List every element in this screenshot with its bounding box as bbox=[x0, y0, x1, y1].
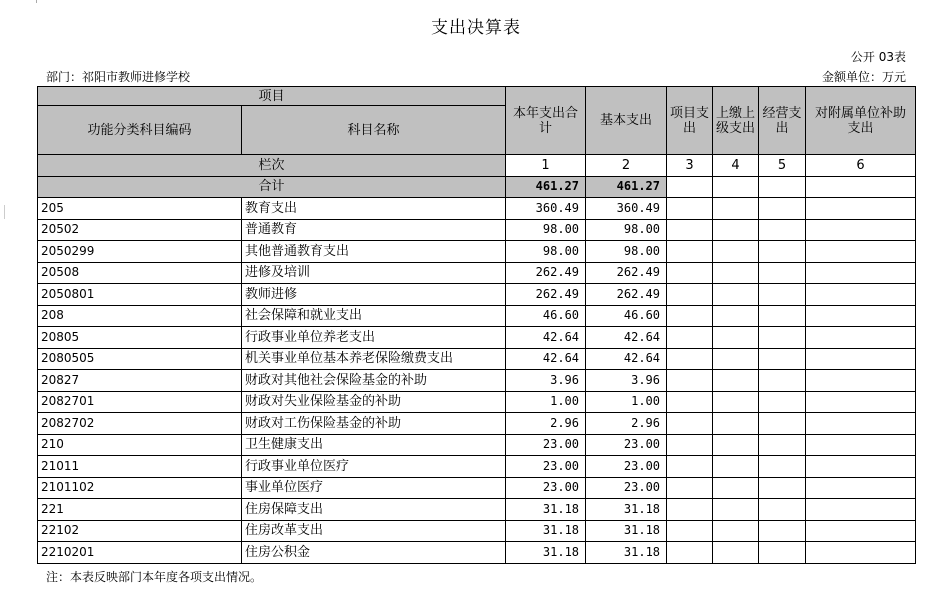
row-total-expenditure: 23.00 bbox=[506, 477, 586, 499]
row-project-expenditure bbox=[667, 305, 713, 327]
row-remit-superior bbox=[713, 413, 759, 435]
row-subsidy-affiliates bbox=[806, 219, 916, 241]
row-total-expenditure: 3.96 bbox=[506, 370, 586, 392]
row-remit-superior bbox=[713, 520, 759, 542]
row-subject-name: 行政事业单位医疗 bbox=[242, 456, 506, 478]
table-row bbox=[38, 305, 916, 327]
row-total-expenditure: 262.49 bbox=[506, 284, 586, 306]
row-subsidy-affiliates bbox=[806, 499, 916, 521]
total-row-project bbox=[667, 176, 713, 198]
header-total-expenditure: 本年支出合计 bbox=[506, 87, 586, 155]
row-project-expenditure bbox=[667, 542, 713, 564]
table-row bbox=[38, 327, 916, 349]
total-row-total: 461.27 bbox=[506, 176, 586, 198]
table-row bbox=[38, 241, 916, 263]
row-operating-expenditure bbox=[759, 370, 806, 392]
row-remit-superior bbox=[713, 434, 759, 456]
row-remit-superior bbox=[713, 477, 759, 499]
row-subsidy-affiliates bbox=[806, 370, 916, 392]
row-basic-expenditure: 42.64 bbox=[586, 327, 667, 349]
row-operating-expenditure bbox=[759, 348, 806, 370]
department-label: 部门：祁阳市教师进修学校 bbox=[46, 70, 191, 84]
row-total-expenditure: 2.96 bbox=[506, 413, 586, 435]
row-subject-name: 事业单位医疗 bbox=[242, 477, 506, 499]
table-row bbox=[38, 434, 916, 456]
column-number-3: 3 bbox=[667, 155, 713, 177]
row-total-expenditure: 98.00 bbox=[506, 241, 586, 263]
row-total-expenditure: 262.49 bbox=[506, 262, 586, 284]
row-total-expenditure: 23.00 bbox=[506, 456, 586, 478]
row-basic-expenditure: 3.96 bbox=[586, 370, 667, 392]
row-project-expenditure bbox=[667, 520, 713, 542]
row-subject-name: 教师进修 bbox=[242, 284, 506, 306]
row-basic-expenditure: 1.00 bbox=[586, 391, 667, 413]
row-operating-expenditure bbox=[759, 327, 806, 349]
row-subject-name: 住房公积金 bbox=[242, 542, 506, 564]
table-row bbox=[38, 219, 916, 241]
row-project-expenditure bbox=[667, 198, 713, 220]
row-project-expenditure bbox=[667, 327, 713, 349]
row-remit-superior bbox=[713, 198, 759, 220]
table-row bbox=[38, 456, 916, 478]
row-subject-name: 进修及培训 bbox=[242, 262, 506, 284]
amount-unit-label: 金额单位：万元 bbox=[821, 70, 906, 84]
header-subsidy-affiliates: 对附属单位补助支出 bbox=[806, 87, 916, 155]
table-row bbox=[38, 520, 916, 542]
row-project-expenditure bbox=[667, 262, 713, 284]
column-number-1: 1 bbox=[506, 155, 586, 177]
row-total-expenditure: 46.60 bbox=[506, 305, 586, 327]
table-row bbox=[38, 284, 916, 306]
row-remit-superior bbox=[713, 456, 759, 478]
row-code: 2082701 bbox=[38, 391, 242, 413]
row-subsidy-affiliates bbox=[806, 241, 916, 263]
row-subsidy-affiliates bbox=[806, 391, 916, 413]
row-code: 20805 bbox=[38, 327, 242, 349]
row-code: 2101102 bbox=[38, 477, 242, 499]
row-code: 2080505 bbox=[38, 348, 242, 370]
row-operating-expenditure bbox=[759, 219, 806, 241]
row-operating-expenditure bbox=[759, 305, 806, 327]
row-basic-expenditure: 31.18 bbox=[586, 542, 667, 564]
header-remit-superior: 上缴上级支出 bbox=[713, 87, 759, 155]
row-total-expenditure: 42.64 bbox=[506, 348, 586, 370]
row-subsidy-affiliates bbox=[806, 284, 916, 306]
row-basic-expenditure: 262.49 bbox=[586, 262, 667, 284]
table-note: 注：本表反映部门本年度各项支出情况。 bbox=[46, 570, 263, 584]
row-total-expenditure: 31.18 bbox=[506, 542, 586, 564]
row-operating-expenditure bbox=[759, 434, 806, 456]
row-subsidy-affiliates bbox=[806, 348, 916, 370]
row-basic-expenditure: 31.18 bbox=[586, 520, 667, 542]
row-project-expenditure bbox=[667, 241, 713, 263]
row-remit-superior bbox=[713, 370, 759, 392]
row-basic-expenditure: 31.18 bbox=[586, 499, 667, 521]
row-operating-expenditure bbox=[759, 284, 806, 306]
table-row bbox=[38, 413, 916, 435]
row-basic-expenditure: 46.60 bbox=[586, 305, 667, 327]
column-number-2: 2 bbox=[586, 155, 667, 177]
row-basic-expenditure: 23.00 bbox=[586, 477, 667, 499]
total-row-basic: 461.27 bbox=[586, 176, 667, 198]
row-project-expenditure bbox=[667, 477, 713, 499]
row-operating-expenditure bbox=[759, 391, 806, 413]
table-row bbox=[38, 348, 916, 370]
row-remit-superior bbox=[713, 305, 759, 327]
edge-mark bbox=[0, 205, 5, 219]
header-subject-name: 科目名称 bbox=[242, 106, 506, 155]
row-project-expenditure bbox=[667, 456, 713, 478]
row-total-expenditure: 31.18 bbox=[506, 499, 586, 521]
total-row-subsidy bbox=[806, 176, 916, 198]
row-total-expenditure: 42.64 bbox=[506, 327, 586, 349]
table-row bbox=[38, 370, 916, 392]
row-code: 2210201 bbox=[38, 542, 242, 564]
total-row-remit bbox=[713, 176, 759, 198]
table-row bbox=[38, 262, 916, 284]
row-remit-superior bbox=[713, 327, 759, 349]
row-code: 2050299 bbox=[38, 241, 242, 263]
row-project-expenditure bbox=[667, 413, 713, 435]
row-remit-superior bbox=[713, 262, 759, 284]
row-project-expenditure bbox=[667, 370, 713, 392]
header-item: 项目 bbox=[38, 87, 506, 106]
row-total-expenditure: 98.00 bbox=[506, 219, 586, 241]
row-subsidy-affiliates bbox=[806, 542, 916, 564]
row-remit-superior bbox=[713, 284, 759, 306]
row-code: 22102 bbox=[38, 520, 242, 542]
row-subject-name: 住房保障支出 bbox=[242, 499, 506, 521]
row-project-expenditure bbox=[667, 434, 713, 456]
row-code: 2082702 bbox=[38, 413, 242, 435]
row-basic-expenditure: 2.96 bbox=[586, 413, 667, 435]
row-subject-name: 卫生健康支出 bbox=[242, 434, 506, 456]
row-project-expenditure bbox=[667, 499, 713, 521]
row-project-expenditure bbox=[667, 219, 713, 241]
row-project-expenditure bbox=[667, 284, 713, 306]
row-basic-expenditure: 262.49 bbox=[586, 284, 667, 306]
row-code: 2050801 bbox=[38, 284, 242, 306]
column-number-6: 6 bbox=[806, 155, 916, 177]
header-operating-expenditure: 经营支出 bbox=[759, 87, 806, 155]
row-basic-expenditure: 98.00 bbox=[586, 241, 667, 263]
row-subsidy-affiliates bbox=[806, 198, 916, 220]
row-basic-expenditure: 360.49 bbox=[586, 198, 667, 220]
row-subject-name: 住房改革支出 bbox=[242, 520, 506, 542]
row-code: 208 bbox=[38, 305, 242, 327]
total-row-label: 合计 bbox=[38, 176, 506, 198]
row-basic-expenditure: 23.00 bbox=[586, 434, 667, 456]
row-basic-expenditure: 42.64 bbox=[586, 348, 667, 370]
column-number-label: 栏次 bbox=[38, 155, 506, 177]
row-basic-expenditure: 23.00 bbox=[586, 456, 667, 478]
row-subject-name: 财政对失业保险基金的补助 bbox=[242, 391, 506, 413]
row-subsidy-affiliates bbox=[806, 262, 916, 284]
row-operating-expenditure bbox=[759, 456, 806, 478]
table-row bbox=[38, 499, 916, 521]
row-subsidy-affiliates bbox=[806, 305, 916, 327]
total-row-operating bbox=[759, 176, 806, 198]
row-subject-name: 机关事业单位基本养老保险缴费支出 bbox=[242, 348, 506, 370]
row-remit-superior bbox=[713, 542, 759, 564]
page-title: 支出决算表 bbox=[431, 18, 521, 38]
row-operating-expenditure bbox=[759, 499, 806, 521]
table-row bbox=[38, 391, 916, 413]
table-row bbox=[38, 198, 916, 220]
row-subject-name: 其他普通教育支出 bbox=[242, 241, 506, 263]
row-basic-expenditure: 98.00 bbox=[586, 219, 667, 241]
row-total-expenditure: 31.18 bbox=[506, 520, 586, 542]
row-subsidy-affiliates bbox=[806, 434, 916, 456]
row-code: 205 bbox=[38, 198, 242, 220]
row-code: 221 bbox=[38, 499, 242, 521]
header-project-expenditure: 项目支出 bbox=[667, 87, 713, 155]
row-operating-expenditure bbox=[759, 198, 806, 220]
row-subject-name: 社会保障和就业支出 bbox=[242, 305, 506, 327]
row-subject-name: 行政事业单位养老支出 bbox=[242, 327, 506, 349]
table-row bbox=[38, 542, 916, 564]
row-total-expenditure: 360.49 bbox=[506, 198, 586, 220]
row-subsidy-affiliates bbox=[806, 520, 916, 542]
row-remit-superior bbox=[713, 391, 759, 413]
row-operating-expenditure bbox=[759, 542, 806, 564]
header-basic-expenditure: 基本支出 bbox=[586, 87, 667, 155]
row-operating-expenditure bbox=[759, 477, 806, 499]
row-project-expenditure bbox=[667, 391, 713, 413]
row-code: 210 bbox=[38, 434, 242, 456]
row-operating-expenditure bbox=[759, 520, 806, 542]
row-operating-expenditure bbox=[759, 262, 806, 284]
table-row bbox=[38, 477, 916, 499]
corner-mark bbox=[0, 0, 37, 3]
header-function-code: 功能分类科目编码 bbox=[38, 106, 242, 155]
row-subsidy-affiliates bbox=[806, 413, 916, 435]
row-total-expenditure: 23.00 bbox=[506, 434, 586, 456]
column-number-5: 5 bbox=[759, 155, 806, 177]
row-project-expenditure bbox=[667, 348, 713, 370]
row-operating-expenditure bbox=[759, 413, 806, 435]
form-number: 公开 03表 bbox=[850, 50, 906, 64]
row-subject-name: 财政对工伤保险基金的补助 bbox=[242, 413, 506, 435]
row-subject-name: 财政对其他社会保险基金的补助 bbox=[242, 370, 506, 392]
row-code: 21011 bbox=[38, 456, 242, 478]
column-number-4: 4 bbox=[713, 155, 759, 177]
expenditure-table bbox=[37, 86, 916, 564]
row-operating-expenditure bbox=[759, 241, 806, 263]
row-remit-superior bbox=[713, 499, 759, 521]
row-subject-name: 普通教育 bbox=[242, 219, 506, 241]
row-subsidy-affiliates bbox=[806, 327, 916, 349]
row-subsidy-affiliates bbox=[806, 477, 916, 499]
row-code: 20827 bbox=[38, 370, 242, 392]
row-subject-name: 教育支出 bbox=[242, 198, 506, 220]
row-remit-superior bbox=[713, 219, 759, 241]
row-code: 20508 bbox=[38, 262, 242, 284]
row-code: 20502 bbox=[38, 219, 242, 241]
row-total-expenditure: 1.00 bbox=[506, 391, 586, 413]
row-remit-superior bbox=[713, 348, 759, 370]
row-subsidy-affiliates bbox=[806, 456, 916, 478]
row-remit-superior bbox=[713, 241, 759, 263]
